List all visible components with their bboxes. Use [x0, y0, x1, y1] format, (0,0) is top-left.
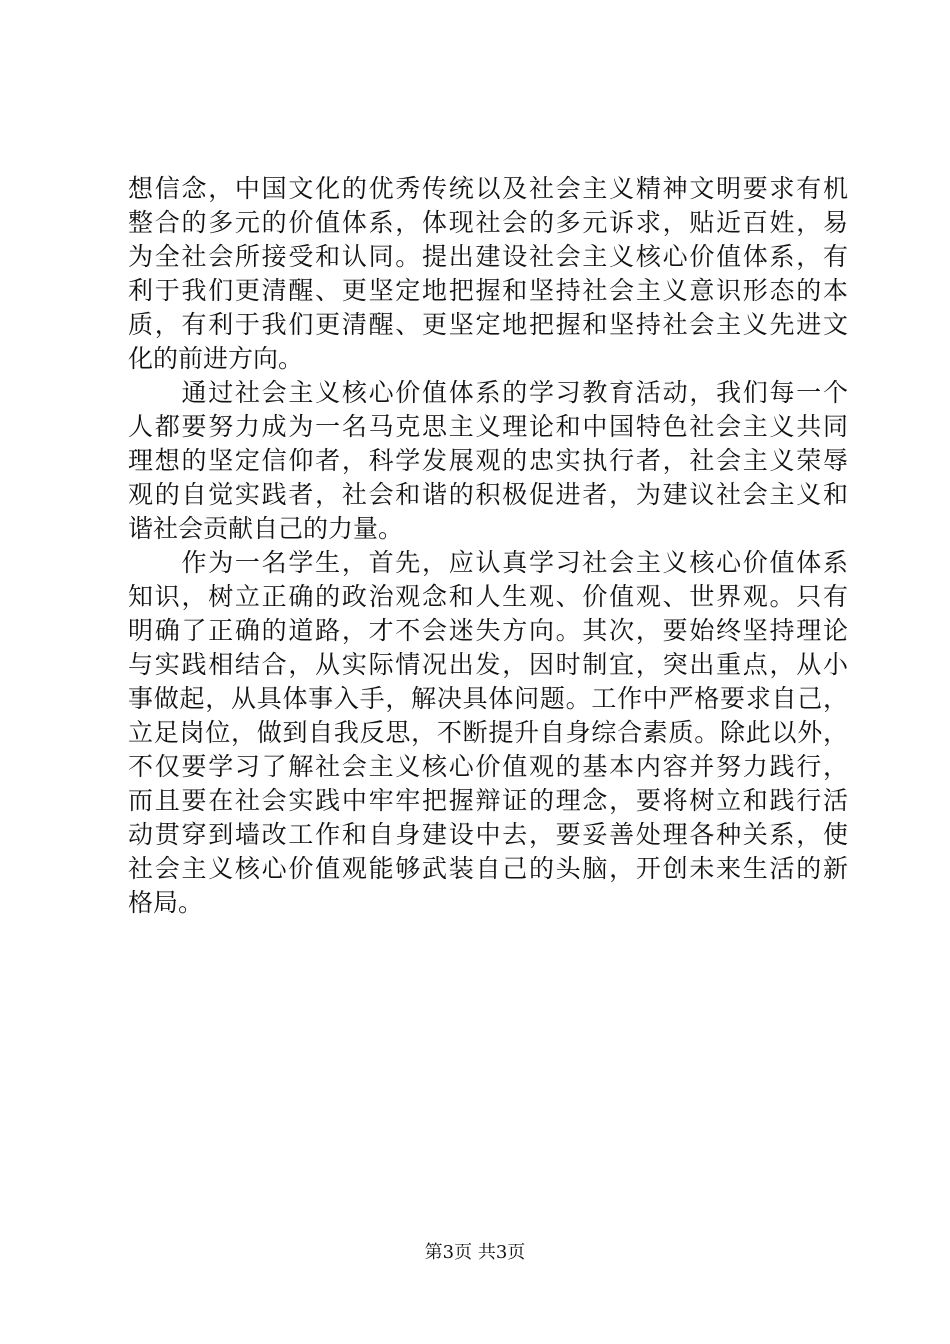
text-line: 格局。	[128, 888, 204, 917]
text-line: 化的前进方向。	[128, 344, 304, 373]
text-line: 想信念，中国文化的优秀传统以及社会主义精神文明要求有机	[128, 174, 848, 203]
text-line: 知识，树立正确的政治观念和人生观、价值观、世界观。只有	[128, 582, 848, 611]
text-line: 理想的坚定信仰者，科学发展观的忠实执行者，社会主义荣辱	[128, 446, 848, 475]
text-line: 与实践相结合，从实际情况出发，因时制宜，突出重点，从小	[128, 650, 848, 679]
document-body	[128, 172, 848, 920]
text-line: 不仅要学习了解社会主义核心价值观的基本内容并努力践行，	[128, 752, 848, 781]
text-line: 动贯穿到墙改工作和自身建设中去，要妥善处理各种关系，使	[128, 820, 848, 849]
text-line: 明确了正确的道路，才不会迷失方向。其次，要始终坚持理论	[128, 616, 848, 645]
text-line: 而且要在社会实践中牢牢把握辩证的理念，要将树立和践行活	[128, 786, 848, 815]
text-line: 作为一名学生，首先，应认真学习社会主义核心价值体系	[128, 548, 848, 577]
text-line: 立足岗位，做到自我反思，不断提升自身综合素质。除此以外，	[128, 718, 848, 747]
text-line: 通过社会主义核心价值体系的学习教育活动，我们每一个	[128, 378, 848, 407]
text-line: 利于我们更清醒、更坚定地把握和坚持社会主义意识形态的本	[128, 276, 848, 305]
text-line: 为全社会所接受和认同。提出建设社会主义核心价值体系，有	[128, 242, 848, 271]
text-line: 事做起，从具体事入手，解决具体问题。工作中严格要求自己，	[128, 684, 848, 713]
page-number-footer: 第3页 共3页	[424, 1242, 526, 1263]
text-line: 整合的多元的价值体系，体现社会的多元诉求，贴近百姓，易	[128, 208, 848, 237]
text-line: 观的自觉实践者，社会和谐的积极促进者，为建议社会主义和	[128, 480, 848, 509]
text-line: 质，有利于我们更清醒、更坚定地把握和坚持社会主义先进文	[128, 310, 848, 339]
text-line: 谐社会贡献自己的力量。	[128, 514, 404, 543]
text-line: 社会主义核心价值观能够武装自己的头脑，开创未来生活的新	[128, 854, 848, 883]
text-line: 人都要努力成为一名马克思主义理论和中国特色社会主义共同	[128, 412, 848, 441]
